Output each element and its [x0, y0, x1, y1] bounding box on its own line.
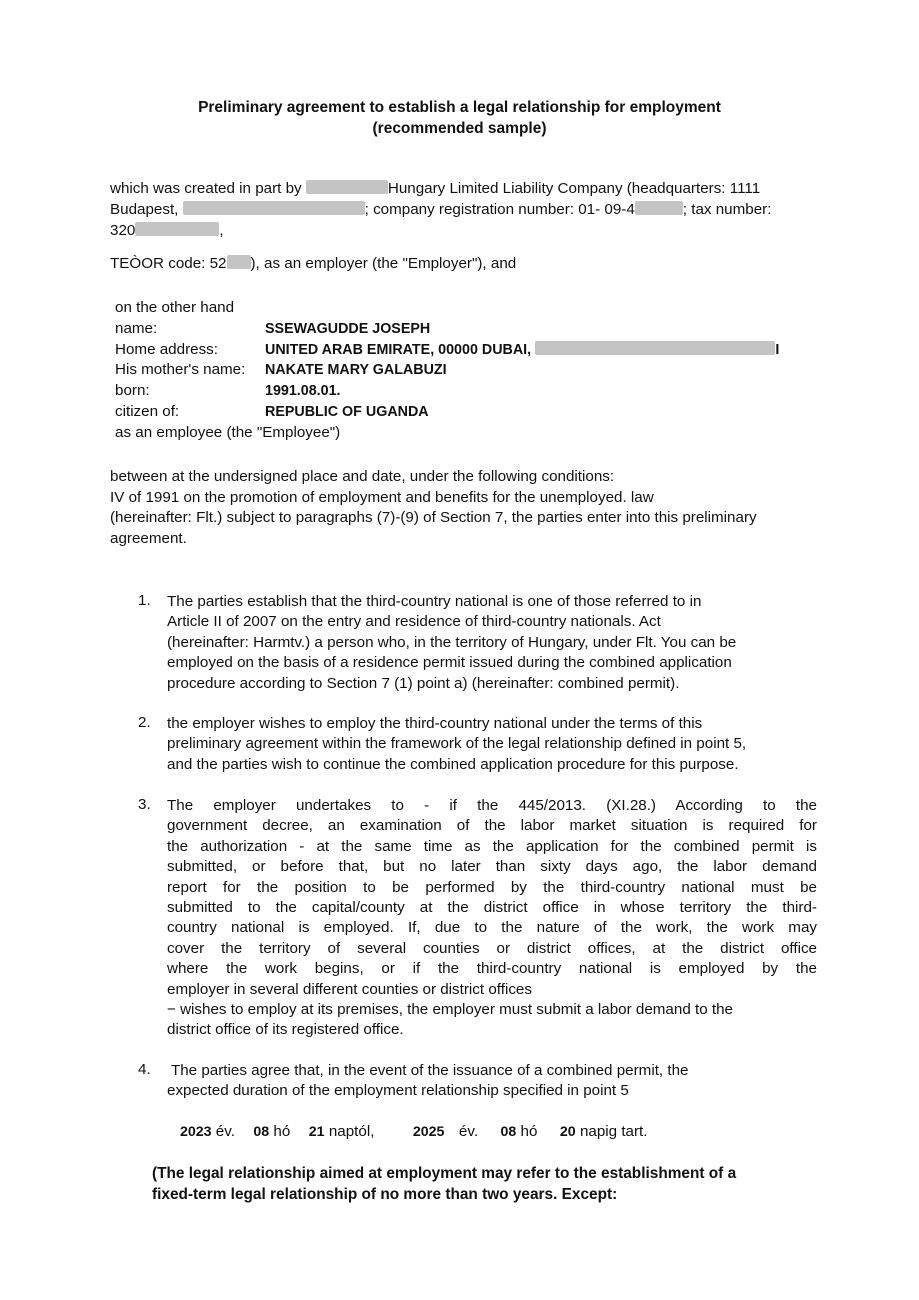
- clause-line: district office of its registered office.: [167, 1021, 404, 1039]
- mother-value: NAKATE MARY GALABUZI: [265, 362, 447, 379]
- clause-line: − wishes to employ at its premises, the employer must submit a labor demand to the: [167, 1001, 733, 1019]
- employee-mother-row: [115, 360, 815, 381]
- born-value: 1991.08.01.: [265, 383, 341, 400]
- conditions-line: IV of 1991 on the promotion of employment and benefits for the unemployed. law: [110, 488, 654, 506]
- start-day: 21: [308, 1124, 325, 1140]
- legal-note: [152, 1163, 832, 1205]
- name-value: SSEWAGUDDE JOSEPH: [265, 320, 431, 337]
- redacted-tax-number: [135, 222, 219, 236]
- conditions-line: (hereinafter: Flt.) subject to paragraphs (7)-(9) of Section 7, the parties enter into this preliminary: [110, 509, 757, 526]
- citizen-value: REPUBLIC OF UGANDA: [265, 403, 429, 420]
- clause-number: 3.: [138, 796, 151, 813]
- clause-line: Article II of 2007 on the entry and residence of third-country nationals. Act: [167, 613, 661, 631]
- address-value: UNITED ARAB EMIRATE, 00000 DUBAI,: [265, 341, 532, 358]
- clause-line: The parties establish that the third-country national is one of those referred to in: [167, 593, 702, 610]
- clause-text: [167, 796, 817, 1041]
- start-month: 08: [253, 1124, 270, 1140]
- intro-text: ; tax number:: [682, 201, 772, 218]
- clause-line: procedure according to Section 7 (1) point a) (hereinafter: combined permit).: [167, 674, 680, 692]
- title-line-2: (recommended sample): [372, 120, 547, 137]
- party-footer: as an employee (the "Employee"): [115, 423, 341, 441]
- intro-text: Hungary Limited Liability Company (headquarters: 1111: [387, 180, 761, 197]
- party-header: on the other hand: [115, 299, 235, 316]
- end-day-suffix: napig tart.: [579, 1123, 648, 1140]
- citizen-label: citizen of:: [115, 402, 180, 420]
- redacted-company-name: [306, 180, 388, 194]
- clause-text: [167, 1061, 827, 1102]
- clause-line: the authorization - at the same time as the application for the combined permit is: [167, 837, 817, 855]
- end-month: 08: [500, 1124, 517, 1140]
- intro-text: which was created in part by: [110, 180, 302, 197]
- clause-line: expected duration of the employment relationship specified in point 5: [167, 1082, 629, 1100]
- conditions-line: between at the undersigned place and date, under the following conditions:: [110, 468, 615, 485]
- employee-born-row: [115, 381, 815, 402]
- intro-line-2: [110, 199, 771, 220]
- clause-line: employed on the basis of a residence permit issued during the combined application: [167, 654, 732, 672]
- start-year: 2023: [180, 1124, 212, 1140]
- end-year-suffix: év.: [458, 1123, 479, 1140]
- clause-line: The employer undertakes to - if the 445/2013. (XI.28.) According to the: [167, 797, 817, 814]
- note-line: fixed-term legal relationship of no more than two years. Except:: [152, 1186, 618, 1203]
- employee-citizen-row: [115, 402, 815, 423]
- intro-line-1: [110, 178, 760, 199]
- start-year-suffix: év.: [215, 1123, 235, 1140]
- clause-line: government decree, an examination of the labor market situation is required for: [167, 817, 817, 835]
- clause-line: where the work begins, or if the third-country national is employed by the: [167, 960, 817, 978]
- document-title: [0, 97, 919, 139]
- born-label: born:: [115, 382, 150, 400]
- clause-number: 4.: [138, 1061, 151, 1078]
- clause-line: preliminary agreement within the framework of the legal relationship defined in point 5,: [167, 735, 747, 753]
- clause-line: report for the position to be performed by the third-country national must be: [167, 878, 817, 896]
- note-line: (The legal relationship aimed at employment may refer to the establishment of a: [152, 1165, 737, 1182]
- clause-text: [167, 592, 827, 694]
- clause-text: [167, 714, 827, 775]
- intro-line-4: [110, 253, 516, 274]
- name-label: name:: [115, 319, 158, 337]
- title-line-1: Preliminary agreement to establish a legal relationship for employment: [198, 99, 721, 116]
- clause-line: (hereinafter: Harmtv.) a person who, in the territory of Hungary, under Flt. You can be: [167, 633, 737, 651]
- intro-text: 320: [110, 222, 136, 239]
- employee-details: [115, 298, 815, 444]
- address-label: Home address:: [115, 340, 218, 358]
- end-month-suffix: hó: [520, 1123, 538, 1140]
- conditions-paragraph: [110, 467, 855, 549]
- clause-line: submitted, or before that, but no later than sixty days ago, the labor demand: [167, 858, 817, 876]
- employee-name-row: [115, 319, 815, 340]
- intro-text: Budapest,: [110, 201, 179, 218]
- clause-line: employer in several different counties or district offices: [167, 980, 532, 998]
- address-redaction-edge: I: [775, 341, 780, 358]
- clause-line: cover the territory of several counties or district offices, at the district office: [167, 939, 817, 957]
- mother-label: His mother's name:: [115, 361, 246, 379]
- intro-text: TEÒOR code: 52: [110, 255, 227, 272]
- end-day: 20: [559, 1124, 576, 1140]
- start-month-suffix: hó: [273, 1123, 291, 1140]
- start-day-suffix: naptól,: [328, 1123, 375, 1140]
- redacted-teaor-code: [227, 255, 251, 269]
- redacted-street-address: [183, 201, 365, 215]
- redacted-home-address: [535, 341, 775, 355]
- end-year: 2025: [412, 1124, 445, 1140]
- employee-address-row: [115, 340, 815, 361]
- intro-text: ,: [219, 222, 224, 239]
- intro-line-3: [110, 220, 224, 241]
- clause-line: The parties agree that, in the event of the issuance of a combined permit, the: [167, 1062, 689, 1079]
- clause-line: submitted to the capital/county at the district office in whose territory the third-: [167, 899, 817, 917]
- intro-text: ; company registration number: 01- 09-4: [364, 201, 635, 218]
- intro-text: ), as an employer (the "Employer"), and: [250, 255, 517, 272]
- clause-number: 2.: [138, 714, 151, 731]
- clause-number: 1.: [138, 592, 151, 609]
- clause-line: and the parties wish to continue the combined application procedure for this purpose.: [167, 755, 739, 773]
- clause-line: the employer wishes to employ the third-country national under the terms of this: [167, 715, 703, 732]
- redacted-registration-number: [635, 201, 683, 215]
- employment-duration-dates: [180, 1121, 647, 1143]
- conditions-line: agreement.: [110, 529, 187, 547]
- clause-line: country national is employed. If, due to the nature of the work, the work may: [167, 919, 817, 937]
